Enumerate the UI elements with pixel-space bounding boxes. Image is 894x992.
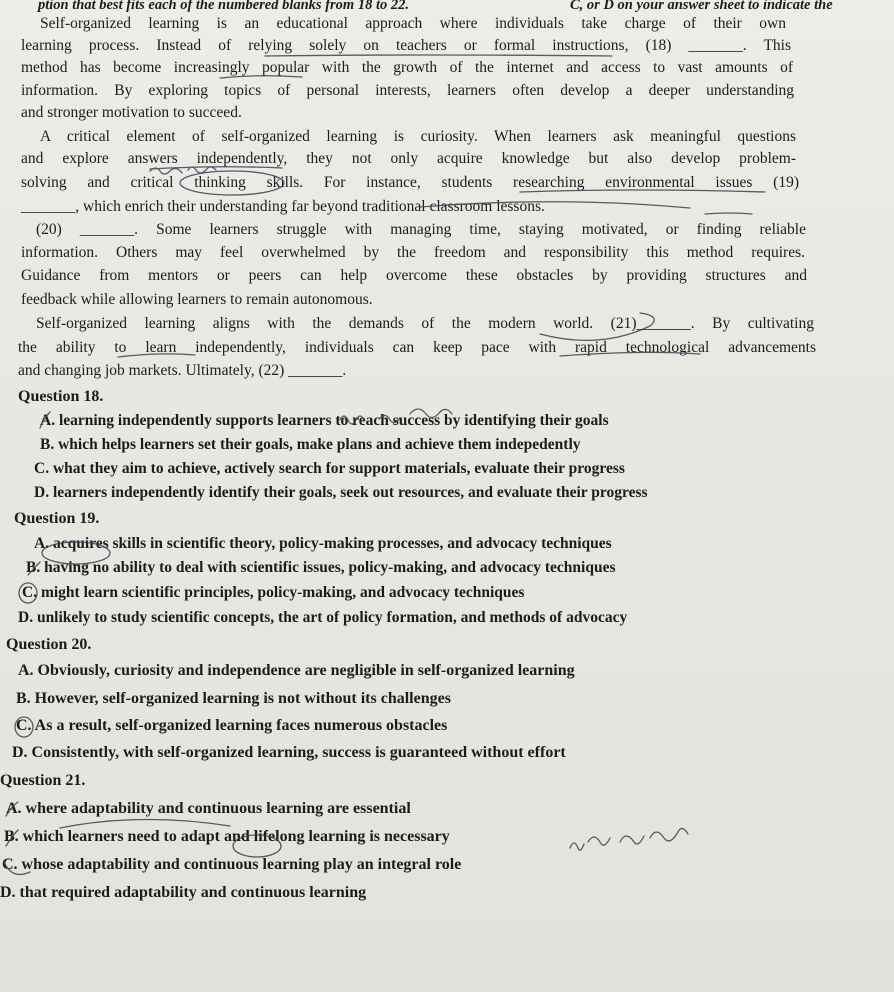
passage-line: (20) _______. Some learners struggle with managing time, staying motivated, or finding reliable bbox=[36, 221, 806, 238]
question-option[interactable]: B. having no ability to deal with scientific issues, policy-making, and advocacy techniques bbox=[26, 559, 616, 576]
question-option[interactable]: D. Consistently, with self-organized learning, success is guaranteed without effort bbox=[12, 744, 566, 761]
question-title: Question 18. bbox=[18, 388, 104, 405]
passage-line: method has become increasingly popular with the growth of the internet and access to vast amounts of bbox=[21, 59, 793, 76]
instruction-text-right: C, or D on your answer sheet to indicate the bbox=[570, 0, 833, 13]
passage-line: Self-organized learning aligns with the demands of the modern world. (21)_______. By cultivating bbox=[36, 315, 814, 332]
question-option[interactable]: A. acquires skills in scientific theory, policy-making processes, and advocacy techniques bbox=[34, 535, 612, 552]
question-option[interactable]: D. unlikely to study scientific concepts, the art of policy formation, and methods of advocacy bbox=[18, 609, 628, 626]
question-option[interactable]: C. As a result, self-organized learning faces numerous obstacles bbox=[16, 717, 448, 734]
question-option[interactable]: A. Obviously, curiosity and independence are negligible in self-organized learning bbox=[18, 662, 575, 679]
question-option[interactable]: C. might learn scientific principles, policy-making, and advocacy techniques bbox=[22, 584, 525, 601]
passage-line: Guidance from mentors or peers can help overcome these obstacles by providing structures and bbox=[21, 267, 807, 284]
passage-line: and changing job markets. Ultimately, (22) _______. bbox=[18, 362, 347, 379]
question-option[interactable]: A. learning independently supports learners to reach success by identifying their goals bbox=[40, 412, 609, 429]
question-option[interactable]: C. whose adaptability and continuous learning play an integral role bbox=[2, 856, 462, 873]
question-title: Question 21. bbox=[0, 772, 86, 789]
handwriting-mark bbox=[570, 828, 688, 850]
handwriting-mark bbox=[150, 167, 216, 174]
passage-line: learning process. Instead of relying solely on teachers or formal instructions, (18) _______. This bbox=[21, 37, 791, 54]
underline-mark bbox=[265, 55, 612, 56]
question-option[interactable]: D. learners independently identify their goals, seek out resources, and evaluate their progress bbox=[34, 484, 648, 501]
question-option[interactable]: B. However, self-organized learning is not without its challenges bbox=[16, 690, 451, 707]
passage-line: Self-organized learning is an educational approach where individuals take charge of their own bbox=[40, 15, 786, 32]
underline-mark bbox=[705, 213, 752, 214]
instruction-text: ption that best fits each of the numbered blanks from 18 to 22. bbox=[38, 0, 409, 13]
question-title: Question 20. bbox=[6, 636, 92, 653]
passage-line: _______, which enrich their understanding far beyond traditional classroom lessons. bbox=[21, 198, 545, 215]
question-title: Question 19. bbox=[14, 510, 100, 527]
question-option[interactable]: C. what they aim to achieve, actively search for support materials, evaluate their progress bbox=[34, 460, 625, 477]
passage-line: solving and critical thinking skills. For instance, students researching environmental issues (19) bbox=[21, 174, 799, 191]
question-option[interactable]: B. which helps learners set their goals, make plans and achieve them indepedently bbox=[40, 436, 581, 453]
underline-mark bbox=[60, 819, 230, 828]
question-option[interactable]: D. that required adaptability and continuous learning bbox=[0, 884, 367, 901]
passage-line: feedback while allowing learners to remain autonomous. bbox=[21, 291, 373, 308]
passage-line: and explore answers independently, they not only acquire knowledge but also develop problem- bbox=[21, 150, 796, 167]
question-option[interactable]: A. where adaptability and continuous learning are essential bbox=[6, 800, 411, 817]
passage-line: and stronger motivation to succeed. bbox=[21, 104, 242, 121]
passage-line: information. By exploring topics of personal interests, learners often develop a deeper understanding bbox=[21, 82, 794, 99]
question-option[interactable]: B. which learners need to adapt and lifelong learning is necessary bbox=[4, 828, 450, 845]
passage-line: information. Others may feel overwhelmed by the freedom and responsibility this method requires. bbox=[21, 244, 805, 261]
passage-line: A critical element of self-organized learning is curiosity. When learners ask meaningful questions bbox=[40, 128, 796, 145]
passage-line: the ability to learn independently, individuals can keep pace with rapid technological advancements bbox=[18, 339, 816, 356]
